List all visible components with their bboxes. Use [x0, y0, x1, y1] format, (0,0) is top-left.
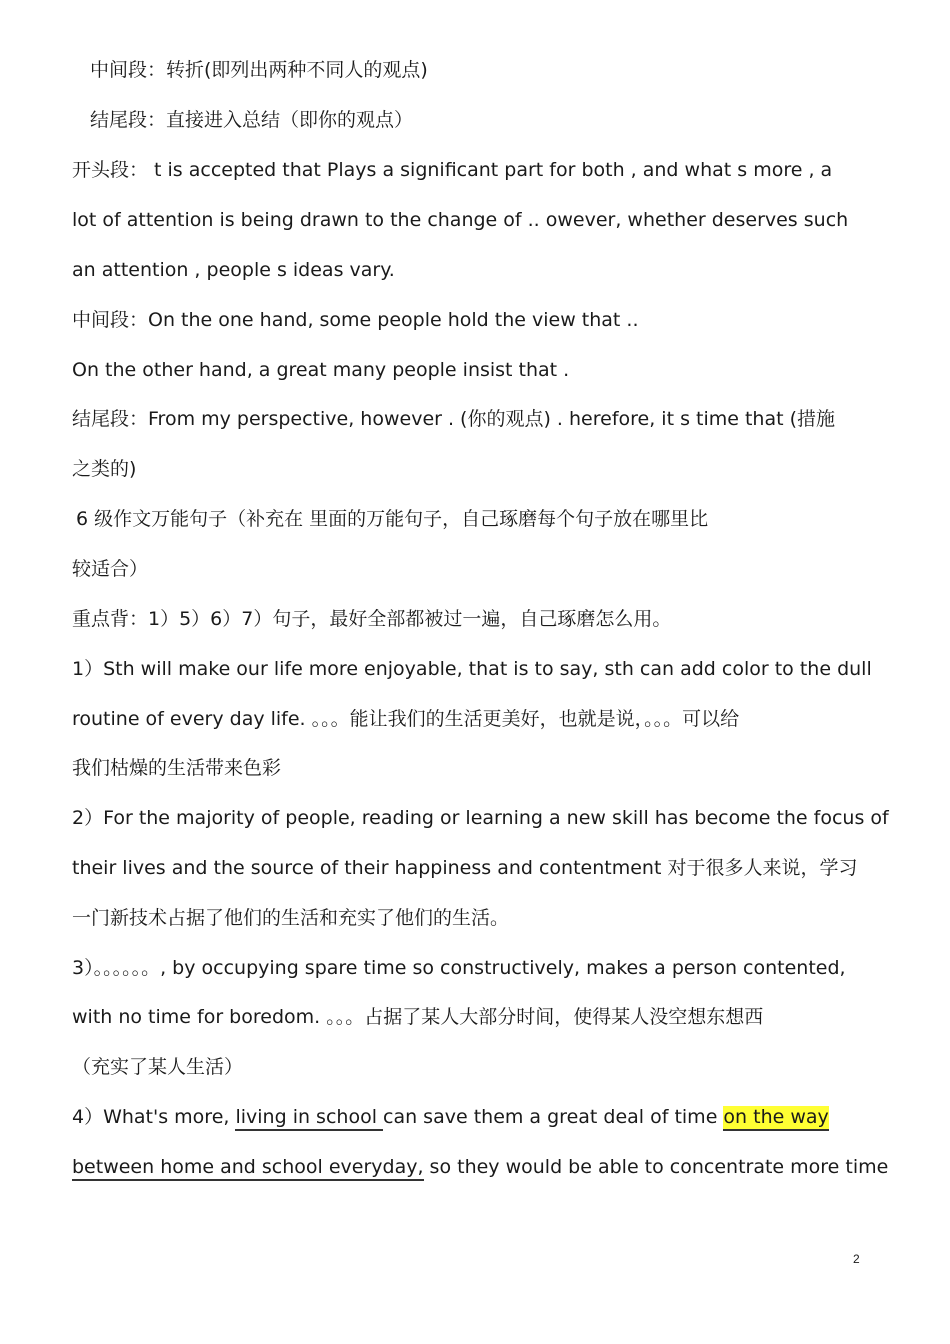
text-line: 结尾段：直接进入总结（即你的观点）: [90, 109, 414, 131]
text-line: 2）For the majority of people, reading or learning a new skill has become the focus of: [72, 807, 889, 829]
text-line: 较适合）: [72, 558, 149, 580]
text-line: 一门新技术占据了他们的生活和充实了他们的生活。: [72, 907, 510, 929]
page-number: 2: [853, 1252, 860, 1266]
text-segment: so they would be able to concentrate more time: [423, 1156, 889, 1178]
text-line: On the other hand, a great many people insist that .: [72, 359, 570, 381]
text-line: with no time for boredom. 。。。占据了某人大部分时间，使得某人没空想东想西: [72, 1006, 764, 1028]
text-line: 结尾段：From my perspective, however . (你的观点) . herefore, it s time that (措施: [72, 408, 836, 430]
underlined-text: between home and school everyday,: [72, 1156, 424, 1181]
text-line: 之类的): [72, 458, 137, 480]
text-segment: 4）What's more,: [72, 1106, 236, 1128]
text-segment: can save them a great deal of time: [383, 1106, 724, 1128]
text-line: 我们枯燥的生活带来色彩: [72, 757, 282, 779]
text-line: their lives and the source of their happiness and contentment 对于很多人来说，学习: [72, 857, 858, 879]
text-line: routine of every day life. 。。。能让我们的生活更美好，也就是说，。。。可以给: [72, 708, 740, 730]
text-line: 中间段：On the one hand, some people hold the view that ..: [72, 309, 639, 331]
text-line: 3）。。。。。。, by occupying spare time so constructively, makes a person contented,: [72, 957, 846, 979]
text-line: 开头段： t is accepted that Plays a significant part for both , and what s more , a: [72, 159, 833, 181]
text-line-marked: [72, 1154, 888, 1180]
text-line: an attention , people s ideas vary.: [72, 259, 395, 281]
text-line-marked: [72, 1104, 829, 1130]
text-line: lot of attention is being drawn to the change of .. owever, whether deserves such: [72, 209, 849, 231]
text-line: （充实了某人生活）: [72, 1056, 244, 1078]
underlined-text: living in school: [235, 1106, 383, 1131]
text-line: 重点背：1）5）6）7）句子，最好全部都被过一遍，自己琢磨怎么用。: [72, 608, 672, 630]
text-line: 中间段：转折(即列出两种不同人的观点): [90, 59, 428, 81]
text-line: 1）Sth will make our life more enjoyable, that is to say, sth can add color to the dull: [72, 658, 872, 680]
section-heading: 6 级作文万能句子（补充在 里面的万能句子，自己琢磨每个句子放在哪里比: [76, 508, 709, 530]
highlighted-text: on the way: [723, 1106, 828, 1131]
